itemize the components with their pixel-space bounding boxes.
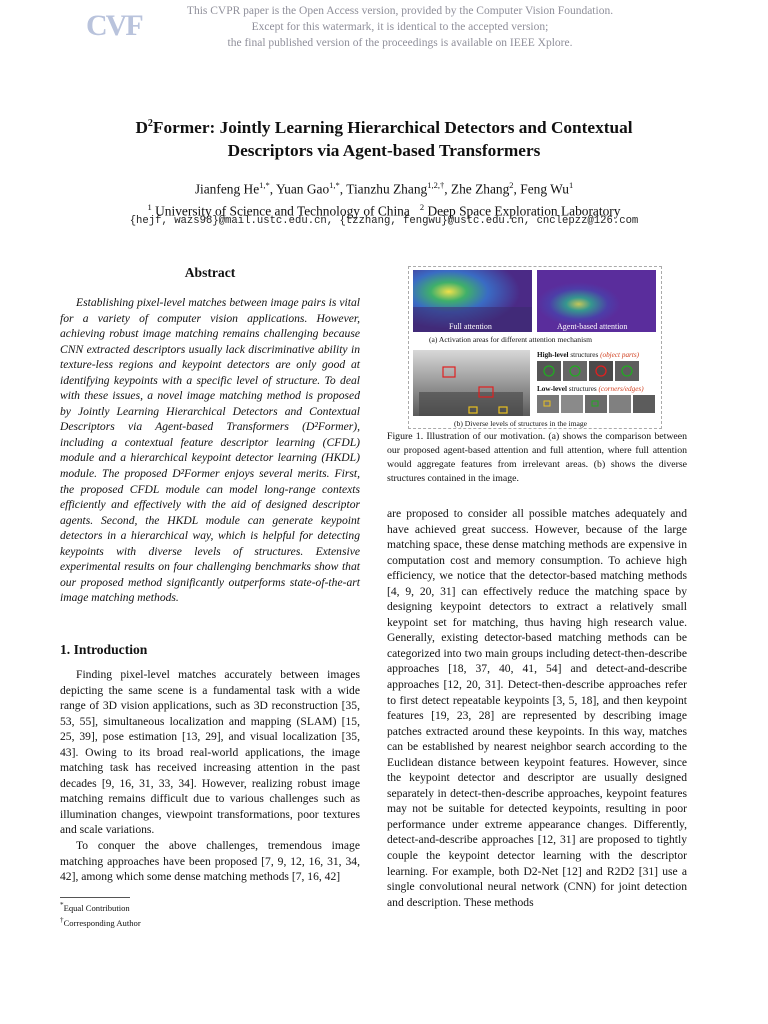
full-attention-label: Full attention	[449, 322, 492, 331]
low-level-label: Low-level structures (corners/edges)	[537, 385, 644, 393]
watermark-line-1: This CVPR paper is the Open Access version, provided by the Computer Vision Foundation.	[186, 5, 614, 17]
intro-paragraph-2: To conquer the above challenges, tremendous image matching approaches have been proposed [7, 9, 12, 16, 31, 34, 42], among which some dense matching methods [7, 16, 42]	[60, 839, 360, 884]
footnotes	[60, 899, 360, 930]
cvf-logo	[84, 6, 144, 40]
high-level-thumbnails	[537, 361, 639, 381]
affiliation-sup: 2	[419, 202, 425, 213]
abstract-text: Establishing pixel-level matches between image pairs is vital for a variety of computer vision applications. However, achieving robust image matching remains challenging because CNN extracted descriptors usually lack discriminative ability in texture-less regions and keypoint detectors are only good at identifying keypoints with a specific level of structure. To deal with these issues, a novel image matching method is proposed by Jointly Learning Hierarchical Detectors and Contextual Descriptors via Agent-based Transformers (D²Former), including a contextual feature descriptor learning (CFDL) module and a hierarchical keypoint detector learning (HKDL) module. The proposed D²Former enjoys several merits. First, the proposed CFDL module can model long-range contexts efficiently and effectively with the aid of designed descriptor agents. Second, the HKDL module can generate keypoint detectors in a hierarchical way, which is helpful for detecting keypoints with diverse levels of structures. Extensive experimental results on four challenging benchmarks show that our proposed method significantly outperforms state-of-the-art image matching methods.	[60, 296, 360, 605]
high-level-label: High-level structures (object parts)	[537, 351, 640, 359]
title-prefix: D	[135, 117, 148, 137]
author-sup: 1,2,†	[427, 180, 445, 190]
footnote-symbol: †	[60, 916, 64, 925]
footnote-rule	[60, 897, 130, 898]
author-sup: 1,*	[259, 180, 270, 190]
affiliation-2: Deep Space Exploration Laboratory	[427, 203, 621, 219]
footnote-corresponding-author: Corresponding Author	[63, 918, 141, 929]
cvf-logo-text: CVF	[86, 9, 142, 40]
paper-title	[40, 112, 728, 162]
title-line-1: Former: Jointly Learning Hierarchical Detectors and Contextual	[152, 117, 633, 137]
author-list: Jianfeng $He^{1,*}$, Yuan Gao$^{1,*}$, Tianzhu Zhang$^{1,2,\dagger}$, Zhe Zhang$^2$, Feng Wu$^1$	[194, 180, 574, 197]
author-name: Jianfeng He	[194, 181, 260, 197]
abstract-heading: Abstract	[184, 265, 236, 280]
author-sup: 1,*	[329, 180, 340, 190]
title-line-2: Descriptors via Agent-based Transformers	[227, 140, 541, 160]
subcaption-a: (a) Activation areas for different attention mechanism	[429, 335, 593, 344]
author-sup: 2	[509, 180, 514, 190]
watermark-notice	[170, 3, 630, 51]
affiliation-sup: 1	[147, 202, 152, 213]
section-heading-introduction: 1. Introduction	[60, 642, 148, 657]
title-sup: 2	[147, 118, 153, 129]
affiliation-1: University of Science and Technology of China	[155, 203, 410, 219]
author-name: Feng Wu	[520, 181, 569, 197]
figure-1-caption: Figure 1. Illustration of our motivation. (a) shows the comparison between our proposed agent-based attention and full attention, where full attention would aggregate features from irrelevant areas. (b) shows the diverse structures contained in the image.	[387, 431, 687, 484]
author-sup: 1	[568, 180, 574, 190]
figure-1	[408, 266, 662, 429]
intro-paragraph-1: Finding pixel-level matches accurately between images depicting the same scene is a fundamental task with a wide range of 3D vision applications, such as 3D reconstruction [35, 53, 55], simultaneous localization and mapping (SLAM) [15, 25, 39], pose estimation [13, 29], and visual localization [35, 43]. Owing to its broad real-world applications, the image matching task has received increasing attention in the past decades [9, 16, 31, 33, 34]. However, realizing robust image matching remains difficult due to various challenges such as illumination changes, viewpoint transformations, poor textures and scale variations.	[60, 668, 360, 837]
subcaption-b: (b) Diverse levels of structures in the image	[454, 419, 588, 428]
introduction-left-column	[60, 667, 360, 885]
watermark-line-3: the final published version of the proceedings is available on IEEE Xplore.	[227, 37, 573, 49]
author-name: Tianzhu Zhang	[346, 181, 428, 197]
footnote-equal-contribution: Equal Contribution	[63, 902, 130, 913]
introduction-right-column: are proposed to consider all possible matches adequately and have achieved great success. However, because of the large matching space, these dense matching methods are expensive in computation cost and memory consumption. To achieve high efficiency, we notice that the detector-based matching methods [4, 9, 20, 31] can effectively reduce the matching space by designing keypoint detectors to extract a relatively small keypoint set for matching, thus having high research value. Generally, existing detector-based matching methods can be categorized into two main groups including detect-then-describe approaches [18, 37, 40, 41, 54] and detect-and-describe approaches [12, 20, 31]. Detect-then-describe approaches refer to first detect repeatable keypoints [3, 5, 18], and then keypoint features [19, 23, 28] are represented by describing image patches extracted around these keypoints. In this way, matches can be established by nearest neighbor search according to the Euclidean distance between keypoint features. However, since the keypoint detector and descriptor are usually designed separately in detect-then-describe approaches, keypoint features may not be suitable for detected keypoints, resulting in poor performance under extreme appearance changes. Differently, detect-and-describe approaches [12, 31] are proposed to tightly couple the keypoint detector learning with the descriptor learning. For example, both D2-Net [12] and R2D2 [31] use a single convolutional neural network (CNN) for joint detection and description. These methods	[387, 507, 687, 909]
low-level-thumbnails	[537, 395, 655, 413]
footnote-symbol: *	[60, 901, 64, 909]
author-name: Yuan Gao	[275, 181, 330, 197]
author-emails: {hejf, wazs98}@mail.ustc.edu.cn, {tzzhang, fengwu}@ustc.edu.cn, cnclepzz@126.com	[129, 215, 639, 227]
author-name: Zhe Zhang	[450, 181, 510, 197]
watermark-line-2: Except for this watermark, it is identical to the accepted version;	[251, 21, 549, 33]
agent-attention-label: Agent-based attention	[557, 322, 628, 331]
